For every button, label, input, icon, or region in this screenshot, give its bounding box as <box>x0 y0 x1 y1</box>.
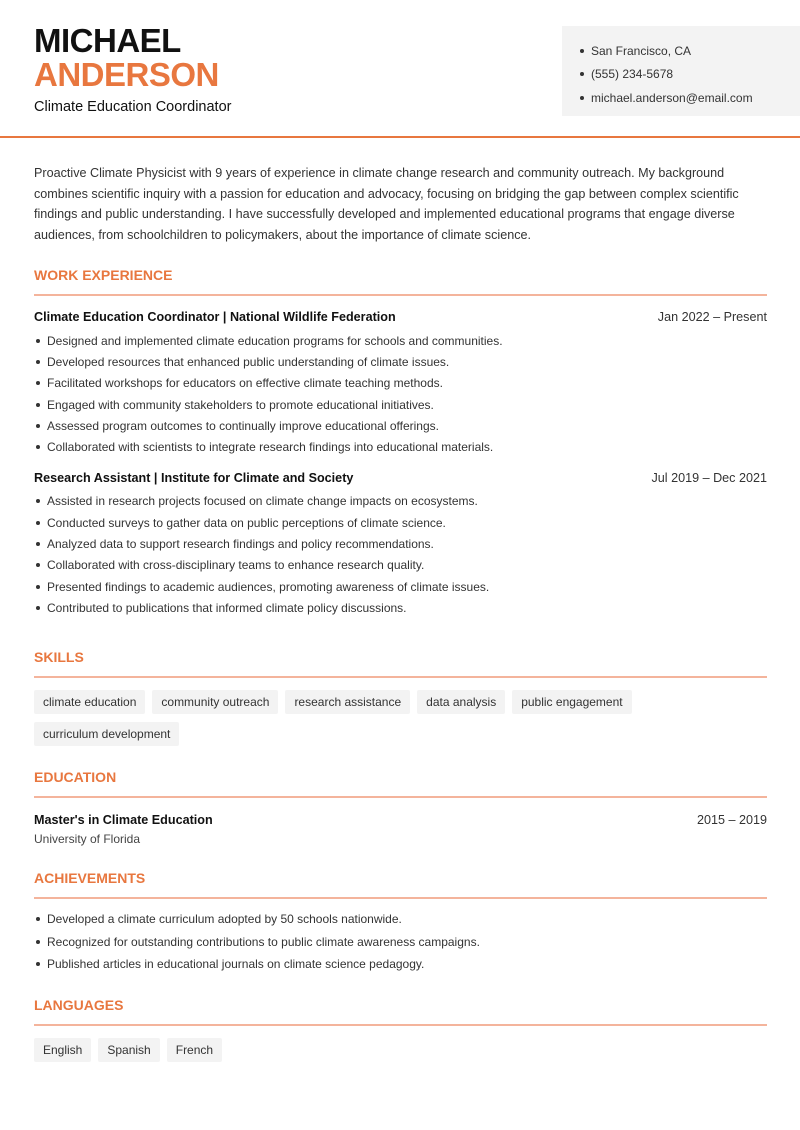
job-bullets <box>34 330 767 458</box>
degree: Master's in Climate Education <box>34 813 213 827</box>
language-chip: French <box>167 1038 222 1062</box>
skills-list <box>34 690 767 746</box>
list-item: Developed resources that enhanced public understanding of climate issues. <box>34 351 767 372</box>
list-item: Assessed program outcomes to continually improve educational offerings. <box>34 415 767 436</box>
list-item: Presented findings to academic audiences, promoting awareness of climate issues. <box>34 576 767 597</box>
section-heading: ACHIEVEMENTS <box>34 870 767 899</box>
section-heading: SKILLS <box>34 649 767 678</box>
languages-list <box>34 1038 767 1062</box>
skill-chip: community outreach <box>152 690 278 714</box>
skills-section <box>34 649 767 746</box>
education-dates: 2015 – 2019 <box>696 813 767 827</box>
list-item: Published articles in educational journals on climate science pedagogy. <box>34 953 767 976</box>
section-heading: WORK EXPERIENCE <box>34 267 767 296</box>
job-header <box>34 310 767 324</box>
section-heading: LANGUAGES <box>34 997 767 1026</box>
job-dates: Jul 2019 – Dec 2021 <box>651 470 767 485</box>
list-item: Recognized for outstanding contributions to public climate awareness campaigns. <box>34 931 767 954</box>
job-bullets <box>34 491 767 619</box>
summary: Proactive Climate Physicist with 9 years of experience in climate change research and community outreach. My background combines scientific inquiry with a passion for education and advocacy, focusing on bridging the gap between complex scientific findings and public understanding. I have successfully developed and implemented educational programs that engage diverse audiences, from schoolchildren to policymakers, about the importance of climate science. <box>34 166 739 242</box>
list-item: Collaborated with scientists to integrate research findings into educational materials. <box>34 436 767 457</box>
school: University of Florida <box>34 832 141 846</box>
job-dates: Jan 2022 – Present <box>657 310 767 324</box>
last-name: ANDERSON <box>34 56 219 93</box>
achievements-section <box>34 870 767 976</box>
skill-chip: public engagement <box>512 690 631 714</box>
list-item: Collaborated with cross-disciplinary teams to enhance research quality. <box>34 555 767 576</box>
education-header <box>34 813 767 827</box>
list-item: Engaged with community stakeholders to promote educational initiatives. <box>34 394 767 415</box>
section-heading: EDUCATION <box>34 769 767 798</box>
skill-chip: data analysis <box>417 690 505 714</box>
skill-chip: research assistance <box>285 690 410 714</box>
list-item: Contributed to publications that informed climate policy discussions. <box>34 597 767 618</box>
list-item: Facilitated workshops for educators on effective climate teaching methods. <box>34 373 767 394</box>
job-title: Climate Education Coordinator <box>34 99 232 115</box>
contact-box <box>562 26 800 116</box>
job-header <box>34 471 767 485</box>
education-section <box>34 769 767 846</box>
list-item: Developed a climate curriculum adopted by 50 schools nationwide. <box>34 908 767 931</box>
contact-location: San Francisco, CA <box>580 39 800 63</box>
list-item: Conducted surveys to gather data on public perceptions of climate science. <box>34 512 767 533</box>
resume-header <box>0 0 800 138</box>
job-role: Research Assistant | Institute for Climate and Society <box>34 470 354 485</box>
skill-chip: climate education <box>34 690 145 714</box>
achievements-list <box>34 908 767 976</box>
list-item: Designed and implemented climate education programs for schools and communities. <box>34 330 767 351</box>
language-chip: English <box>34 1038 91 1062</box>
language-chip: Spanish <box>98 1038 159 1062</box>
skill-chip: curriculum development <box>34 722 179 746</box>
languages-section <box>34 997 767 1062</box>
contact-phone: (555) 234-5678 <box>580 63 800 87</box>
list-item: Analyzed data to support research findings and policy recommendations. <box>34 533 767 554</box>
work-experience-section <box>34 267 767 619</box>
first-name: MICHAEL <box>34 22 181 59</box>
contact-email[interactable]: michael.anderson@email.com <box>580 86 800 110</box>
job-role: Climate Education Coordinator | National Wildlife Federation <box>34 310 396 324</box>
list-item: Assisted in research projects focused on climate change impacts on ecosystems. <box>34 491 767 512</box>
